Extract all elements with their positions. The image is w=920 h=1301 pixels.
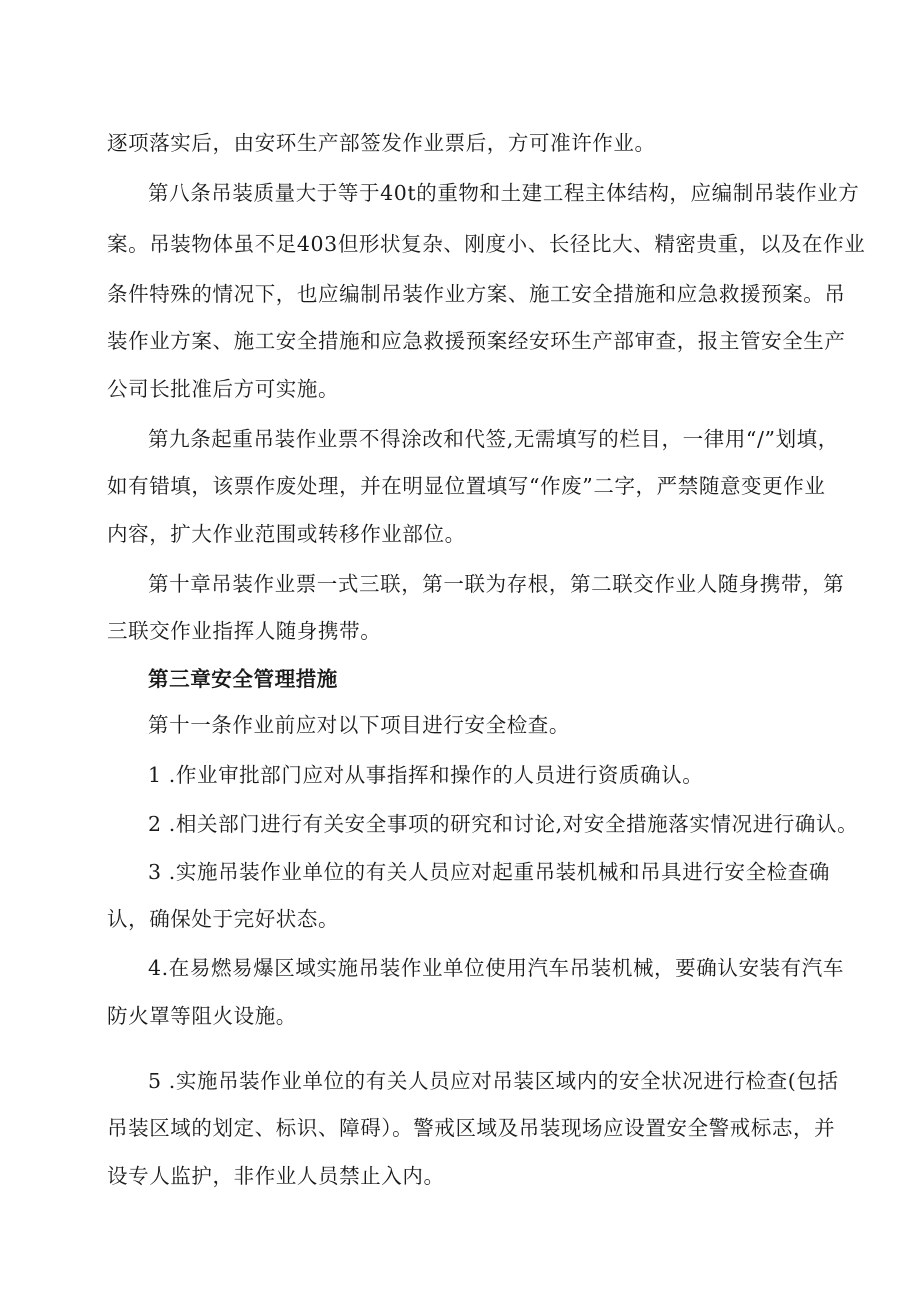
text-line: 第九条起重吊装作业票不得涂改和代签,无需填写的栏目，一律用“/”划填，: [148, 427, 839, 451]
text-line: 逐项落实后，由安环生产部签发作业票后，方可准许作业。: [107, 131, 656, 155]
list-item: 5 .实施吊装作业单位的有关人员应对吊装区域内的安全状况进行检查(包括: [148, 1069, 839, 1093]
list-item: 1 .作业审批部门应对从事指挥和操作的人员进行资质确认。: [148, 763, 704, 787]
text-line: 防火罩等阻火设施。: [107, 1004, 297, 1028]
text-line: 第十章吊装作业票一式三联，第一联为存根，第二联交作业人随身携带，第: [148, 572, 845, 596]
text-line: 第八条吊装质量大于等于40t的重物和土建工程主体结构，应编制吊装作业方: [148, 181, 860, 205]
text-line: 三联交作业指挥人随身携带。: [107, 619, 382, 643]
list-item: 2 .相关部门进行有关安全事项的研究和讨论,对安全措施落实情况进行确认。: [148, 812, 859, 836]
text-line: 如有错填，该票作废处理，并在明显位置填写“作废”二字，严禁随意变更作业: [107, 474, 826, 498]
section-heading: 第三章安全管理措施: [148, 667, 338, 691]
text-line: 装作业方案、施工安全措施和应急救援预案经安环生产部审查，报主管安全生产: [107, 329, 846, 353]
text-line: 设专人监护，非作业人员禁止入内。: [107, 1164, 445, 1188]
list-item: 3 .实施吊装作业单位的有关人员应对起重吊装机械和吊具进行安全检查确: [148, 860, 830, 884]
text-line: 认，确保处于完好状态。: [107, 907, 340, 931]
list-item: 4.在易燃易爆区域实施吊装作业单位使用汽车吊装机械，要确认安装有汽车: [148, 956, 844, 980]
text-line: 公司长批准后方可实施。: [107, 377, 340, 401]
text-line: 案。吊装物体虽不足403但形状复杂、刚度小、长径比大、精密贵重，以及在作业: [107, 232, 866, 256]
text-line: 条件特殊的情况下，也应编制吊装作业方案、施工安全措施和应急救援预案。吊: [107, 282, 846, 306]
text-line: 第十一条作业前应对以下项目进行安全检查。: [148, 713, 570, 737]
text-line: 内容，扩大作业范围或转移作业部位。: [107, 522, 466, 546]
text-line: 吊装区域的划定、标识、障碍）。警戒区域及吊装现场应设置安全警戒标志，并: [107, 1116, 836, 1140]
